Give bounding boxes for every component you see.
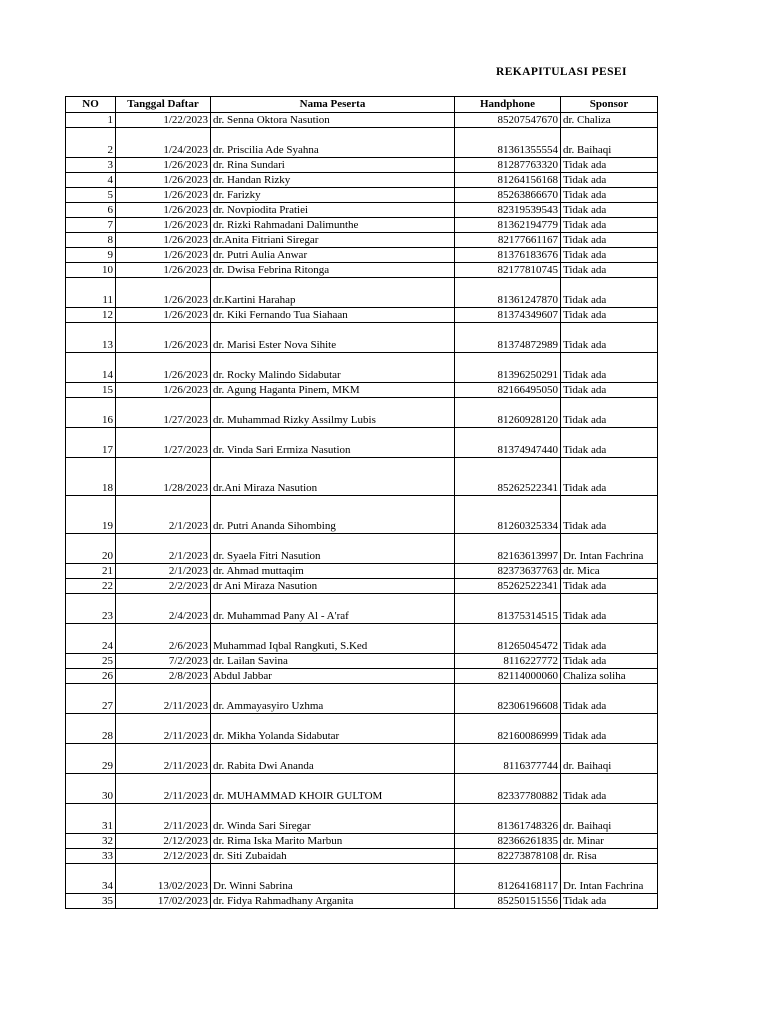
table-row xyxy=(66,624,658,654)
cell-date: 1/26/2023 xyxy=(116,323,211,353)
cell-no: 34 xyxy=(66,864,116,894)
column-header-phone: Handphone xyxy=(455,97,561,113)
cell-date: 17/02/2023 xyxy=(116,894,211,909)
cell-sponsor: Dr. Intan Fachrina xyxy=(561,534,658,564)
cell-phone: 82163613997 xyxy=(455,534,561,564)
cell-no: 30 xyxy=(66,774,116,804)
cell-sponsor: Tidak ada xyxy=(561,188,658,203)
cell-date: 2/11/2023 xyxy=(116,744,211,774)
cell-no: 10 xyxy=(66,263,116,278)
cell-name: dr.Anita Fitriani Siregar xyxy=(211,233,455,248)
table-row xyxy=(66,323,658,353)
cell-sponsor: Tidak ada xyxy=(561,308,658,323)
cell-date: 1/26/2023 xyxy=(116,218,211,233)
table-row xyxy=(66,849,658,864)
table-row xyxy=(66,398,658,428)
cell-sponsor: Tidak ada xyxy=(561,173,658,188)
cell-phone: 85263866670 xyxy=(455,188,561,203)
table-row xyxy=(66,248,658,263)
cell-name: dr. Syaela Fitri Nasution xyxy=(211,534,455,564)
cell-phone: 81374872989 xyxy=(455,323,561,353)
cell-no: 22 xyxy=(66,579,116,594)
table-row xyxy=(66,654,658,669)
cell-no: 21 xyxy=(66,564,116,579)
cell-sponsor: Tidak ada xyxy=(561,398,658,428)
cell-name: dr. Handan Rizky xyxy=(211,173,455,188)
cell-name: dr. Putri Ananda Sihombing xyxy=(211,496,455,534)
table-body xyxy=(66,113,658,909)
cell-no: 23 xyxy=(66,594,116,624)
sheet-title: REKAPITULASI PESEI xyxy=(496,66,627,78)
cell-no: 14 xyxy=(66,353,116,383)
cell-no: 6 xyxy=(66,203,116,218)
cell-sponsor: Tidak ada xyxy=(561,774,658,804)
cell-phone: 85262522341 xyxy=(455,579,561,594)
cell-date: 2/11/2023 xyxy=(116,774,211,804)
cell-date: 7/2/2023 xyxy=(116,654,211,669)
cell-sponsor: Tidak ada xyxy=(561,233,658,248)
cell-phone: 81376183676 xyxy=(455,248,561,263)
cell-date: 2/6/2023 xyxy=(116,624,211,654)
cell-name: dr. Rina Sundari xyxy=(211,158,455,173)
cell-no: 18 xyxy=(66,458,116,496)
cell-sponsor: Tidak ada xyxy=(561,458,658,496)
table-row xyxy=(66,579,658,594)
cell-date: 2/1/2023 xyxy=(116,534,211,564)
cell-name: dr. Fidya Rahmadhany Arganita xyxy=(211,894,455,909)
cell-name: dr. Vinda Sari Ermiza Nasution xyxy=(211,428,455,458)
table-row xyxy=(66,113,658,128)
cell-name: Dr. Winni Sabrina xyxy=(211,864,455,894)
cell-name: dr. Muhammad Pany Al - A'raf xyxy=(211,594,455,624)
cell-sponsor: dr. Baihaqi xyxy=(561,744,658,774)
cell-date: 1/26/2023 xyxy=(116,158,211,173)
cell-name: dr. Farizky xyxy=(211,188,455,203)
cell-date: 2/1/2023 xyxy=(116,564,211,579)
cell-name: dr. Ammayasyiro Uzhma xyxy=(211,684,455,714)
cell-date: 1/24/2023 xyxy=(116,128,211,158)
cell-phone: 82373637763 xyxy=(455,564,561,579)
cell-date: 1/26/2023 xyxy=(116,248,211,263)
cell-date: 2/12/2023 xyxy=(116,834,211,849)
table-row xyxy=(66,894,658,909)
cell-name: dr. Lailan Savina xyxy=(211,654,455,669)
cell-date: 1/26/2023 xyxy=(116,203,211,218)
cell-no: 2 xyxy=(66,128,116,158)
cell-sponsor: Tidak ada xyxy=(561,218,658,233)
cell-name: Muhammad Iqbal Rangkuti, S.Ked xyxy=(211,624,455,654)
cell-date: 1/22/2023 xyxy=(116,113,211,128)
cell-date: 2/12/2023 xyxy=(116,849,211,864)
cell-no: 33 xyxy=(66,849,116,864)
cell-name: dr. Winda Sari Siregar xyxy=(211,804,455,834)
table-row xyxy=(66,564,658,579)
cell-date: 1/26/2023 xyxy=(116,173,211,188)
cell-phone: 81361247870 xyxy=(455,278,561,308)
cell-sponsor: Tidak ada xyxy=(561,428,658,458)
cell-date: 1/26/2023 xyxy=(116,278,211,308)
cell-name: dr. Kiki Fernando Tua Siahaan xyxy=(211,308,455,323)
cell-name: dr. Siti Zubaidah xyxy=(211,849,455,864)
cell-phone: 81362194779 xyxy=(455,218,561,233)
cell-name: dr. Rima Iska Marito Marbun xyxy=(211,834,455,849)
cell-no: 20 xyxy=(66,534,116,564)
cell-sponsor: Tidak ada xyxy=(561,594,658,624)
cell-no: 7 xyxy=(66,218,116,233)
cell-no: 26 xyxy=(66,669,116,684)
cell-phone: 81374349607 xyxy=(455,308,561,323)
cell-sponsor: Tidak ada xyxy=(561,383,658,398)
cell-date: 1/26/2023 xyxy=(116,353,211,383)
cell-date: 2/11/2023 xyxy=(116,684,211,714)
column-header-date: Tanggal Daftar xyxy=(116,97,211,113)
cell-sponsor: Tidak ada xyxy=(561,203,658,218)
cell-phone: 81374947440 xyxy=(455,428,561,458)
cell-phone: 82160086999 xyxy=(455,714,561,744)
table-row xyxy=(66,864,658,894)
table-row xyxy=(66,233,658,248)
cell-no: 11 xyxy=(66,278,116,308)
cell-name: dr Ani Miraza Nasution xyxy=(211,579,455,594)
cell-name: Abdul Jabbar xyxy=(211,669,455,684)
cell-name: dr. Novpiodita Pratiei xyxy=(211,203,455,218)
cell-sponsor: Tidak ada xyxy=(561,158,658,173)
cell-no: 31 xyxy=(66,804,116,834)
cell-sponsor: Tidak ada xyxy=(561,624,658,654)
cell-phone: 81260325334 xyxy=(455,496,561,534)
cell-sponsor: Tidak ada xyxy=(561,894,658,909)
header-row xyxy=(66,97,658,113)
cell-no: 15 xyxy=(66,383,116,398)
cell-no: 16 xyxy=(66,398,116,428)
cell-phone: 82366261835 xyxy=(455,834,561,849)
cell-no: 28 xyxy=(66,714,116,744)
cell-date: 13/02/2023 xyxy=(116,864,211,894)
column-header-name: Nama Peserta xyxy=(211,97,455,113)
table-row xyxy=(66,188,658,203)
cell-date: 1/26/2023 xyxy=(116,383,211,398)
cell-name: dr.Kartini Harahap xyxy=(211,278,455,308)
cell-no: 19 xyxy=(66,496,116,534)
cell-phone: 82337780882 xyxy=(455,774,561,804)
table-row xyxy=(66,669,658,684)
cell-phone: 81265045472 xyxy=(455,624,561,654)
cell-name: dr. Mikha Yolanda Sidabutar xyxy=(211,714,455,744)
cell-no: 1 xyxy=(66,113,116,128)
cell-sponsor: dr. Minar xyxy=(561,834,658,849)
cell-sponsor: dr. Mica xyxy=(561,564,658,579)
cell-sponsor: Tidak ada xyxy=(561,714,658,744)
cell-no: 13 xyxy=(66,323,116,353)
cell-phone: 82177661167 xyxy=(455,233,561,248)
table-row xyxy=(66,308,658,323)
cell-sponsor: Tidak ada xyxy=(561,684,658,714)
table-row xyxy=(66,774,658,804)
cell-name: dr. MUHAMMAD KHOIR GULTOM xyxy=(211,774,455,804)
table-row xyxy=(66,203,658,218)
cell-date: 1/26/2023 xyxy=(116,233,211,248)
cell-sponsor: Tidak ada xyxy=(561,263,658,278)
cell-date: 1/26/2023 xyxy=(116,188,211,203)
table-row xyxy=(66,218,658,233)
cell-sponsor: Tidak ada xyxy=(561,248,658,263)
cell-sponsor: Chaliza soliha xyxy=(561,669,658,684)
cell-phone: 8116377744 xyxy=(455,744,561,774)
table-row xyxy=(66,714,658,744)
table-row xyxy=(66,173,658,188)
cell-phone: 81264156168 xyxy=(455,173,561,188)
cell-phone: 81375314515 xyxy=(455,594,561,624)
table-row xyxy=(66,744,658,774)
cell-sponsor: Tidak ada xyxy=(561,654,658,669)
table-row xyxy=(66,263,658,278)
cell-name: dr. Muhammad Rizky Assilmy Lubis xyxy=(211,398,455,428)
cell-name: dr. Marisi Ester Nova Sihite xyxy=(211,323,455,353)
cell-phone: 81396250291 xyxy=(455,353,561,383)
cell-no: 35 xyxy=(66,894,116,909)
cell-phone: 82177810745 xyxy=(455,263,561,278)
cell-sponsor: Tidak ada xyxy=(561,353,658,383)
cell-name: dr. Senna Oktora Nasution xyxy=(211,113,455,128)
cell-date: 1/27/2023 xyxy=(116,428,211,458)
cell-phone: 85250151556 xyxy=(455,894,561,909)
cell-date: 2/11/2023 xyxy=(116,804,211,834)
cell-no: 5 xyxy=(66,188,116,203)
cell-date: 2/2/2023 xyxy=(116,579,211,594)
cell-phone: 81264168117 xyxy=(455,864,561,894)
cell-sponsor: Tidak ada xyxy=(561,579,658,594)
cell-phone: 81260928120 xyxy=(455,398,561,428)
cell-phone: 82306196608 xyxy=(455,684,561,714)
cell-phone: 81361355554 xyxy=(455,128,561,158)
cell-phone: 85262522341 xyxy=(455,458,561,496)
cell-phone: 81287763320 xyxy=(455,158,561,173)
table-row xyxy=(66,496,658,534)
table-row xyxy=(66,458,658,496)
cell-date: 1/26/2023 xyxy=(116,308,211,323)
column-header-no: NO xyxy=(66,97,116,113)
table-row xyxy=(66,128,658,158)
cell-no: 4 xyxy=(66,173,116,188)
table-row xyxy=(66,534,658,564)
cell-sponsor: dr. Chaliza xyxy=(561,113,658,128)
cell-no: 12 xyxy=(66,308,116,323)
cell-name: dr. Putri Aulia Anwar xyxy=(211,248,455,263)
cell-phone: 85207547670 xyxy=(455,113,561,128)
cell-sponsor: dr. Baihaqi xyxy=(561,128,658,158)
cell-no: 27 xyxy=(66,684,116,714)
table-row xyxy=(66,684,658,714)
cell-phone: 82273878108 xyxy=(455,849,561,864)
table-row xyxy=(66,278,658,308)
cell-no: 9 xyxy=(66,248,116,263)
cell-date: 1/28/2023 xyxy=(116,458,211,496)
cell-no: 3 xyxy=(66,158,116,173)
cell-no: 32 xyxy=(66,834,116,849)
cell-name: dr. Priscilia Ade Syahna xyxy=(211,128,455,158)
cell-phone: 82166495050 xyxy=(455,383,561,398)
cell-sponsor: Tidak ada xyxy=(561,323,658,353)
cell-name: dr. Ahmad muttaqim xyxy=(211,564,455,579)
cell-name: dr. Rocky Malindo Sidabutar xyxy=(211,353,455,383)
cell-no: 25 xyxy=(66,654,116,669)
cell-date: 2/1/2023 xyxy=(116,496,211,534)
table-row xyxy=(66,158,658,173)
table-row xyxy=(66,804,658,834)
cell-date: 2/11/2023 xyxy=(116,714,211,744)
cell-sponsor: dr. Risa xyxy=(561,849,658,864)
participant-table xyxy=(65,96,658,909)
cell-date: 2/8/2023 xyxy=(116,669,211,684)
cell-date: 1/27/2023 xyxy=(116,398,211,428)
cell-name: dr. Rizki Rahmadani Dalimunthe xyxy=(211,218,455,233)
cell-phone: 82114000060 xyxy=(455,669,561,684)
cell-no: 24 xyxy=(66,624,116,654)
cell-date: 1/26/2023 xyxy=(116,263,211,278)
table-row xyxy=(66,383,658,398)
cell-name: dr. Agung Haganta Pinem, MKM xyxy=(211,383,455,398)
cell-date: 2/4/2023 xyxy=(116,594,211,624)
cell-no: 29 xyxy=(66,744,116,774)
cell-phone: 8116227772 xyxy=(455,654,561,669)
table-row xyxy=(66,353,658,383)
column-header-sponsor: Sponsor xyxy=(561,97,658,113)
cell-sponsor: Tidak ada xyxy=(561,278,658,308)
cell-sponsor: dr. Baihaqi xyxy=(561,804,658,834)
cell-sponsor: Dr. Intan Fachrina xyxy=(561,864,658,894)
cell-name: dr. Dwisa Febrina Ritonga xyxy=(211,263,455,278)
cell-phone: 82319539543 xyxy=(455,203,561,218)
cell-sponsor: Tidak ada xyxy=(561,496,658,534)
cell-no: 8 xyxy=(66,233,116,248)
cell-no: 17 xyxy=(66,428,116,458)
cell-name: dr. Rabita Dwi Ananda xyxy=(211,744,455,774)
cell-name: dr.Ani Miraza Nasution xyxy=(211,458,455,496)
table-row xyxy=(66,834,658,849)
table-row xyxy=(66,428,658,458)
table-row xyxy=(66,594,658,624)
cell-phone: 81361748326 xyxy=(455,804,561,834)
